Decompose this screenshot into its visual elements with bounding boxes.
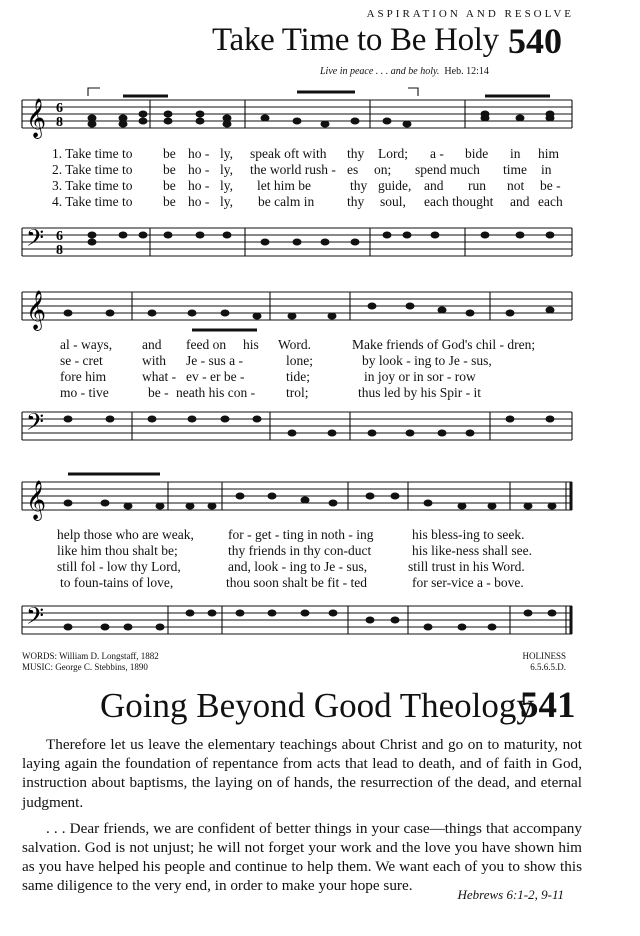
verse-3-line: still fol - low thy Lord, and, look - ing to Je - sus, still trust in his Word. — [57, 559, 525, 574]
reading-paragraph: Therefore let us leave the elementary teachings about Christ and go on to maturity, not laying again the foundation of repentance from acts that lead to death, and of faith in God, instruction about baptisms, the laying on of hands, the resurrection of the dead, and eternal judgment. — [22, 736, 582, 811]
reading-number: 541 — [520, 685, 576, 726]
hymn-number: 540 — [508, 21, 562, 61]
hymn-title: Take Time to Be Holy — [212, 22, 499, 58]
bass-staff-system-2 — [0, 398, 640, 450]
music-credit: MUSIC: George C. Stebbins, 1890 — [22, 662, 148, 672]
treble-clef-icon: 𝄞 — [26, 98, 47, 138]
reading-paragraph: . . . Dear friends, we are confident of better things in your case—things that accompany salvation. God is not unjust; he will not forget your work and the love you have shown him as you have helped his people and continue to help them. We want each of you to show this same diligence to the very end, in order to make your hope sure. — [22, 819, 582, 895]
tune-name: HOLINESS — [522, 651, 566, 661]
lyrics-system-1 — [0, 146, 640, 210]
reading-title: Going Beyond Good Theology — [100, 686, 534, 725]
svg-text:8: 8 — [56, 243, 63, 258]
verse-2-line: 2. Take time to be ho - ly, the world rush - es on; spend much time in — [52, 162, 552, 177]
epigraph — [320, 66, 489, 77]
svg-text:6: 6 — [56, 229, 63, 244]
verse-3-line: 3. Take time to be ho - ly, let him be thy guide, and run not be - — [52, 178, 561, 193]
verse-1-line: al - ways, and feed on his Word. Make friends of God's chil - dren; — [60, 337, 536, 352]
svg-text:𝄢: 𝄢 — [26, 408, 45, 441]
treble-staff-system-2 — [0, 278, 640, 340]
section-label: ASPIRATION AND RESOLVE — [366, 8, 574, 20]
verse-2-line: like him thou shalt be; thy friends in thy con-duct his like-ness shall see. — [57, 543, 532, 558]
verse-4-line: mo - tive be - neath his con - trol; thus led by his Spir - it — [60, 385, 482, 400]
svg-text:𝄞: 𝄞 — [26, 480, 47, 520]
svg-text:𝄢: 𝄢 — [26, 602, 45, 635]
epigraph-reference: Heb. 12:14 — [444, 66, 489, 77]
verse-1-line: 1. Take time to be ho - ly, speak oft with thy Lord; a - bide in him — [52, 146, 560, 161]
lyrics-system-3 — [0, 527, 640, 591]
verse-4-line: to foun-tains of love, thou soon shalt be fit - ted for ser-vice a - bove. — [60, 575, 524, 590]
treble-staff-system-3 — [0, 468, 640, 530]
bass-staff-system-3 — [0, 592, 640, 646]
meter: 6.5.6.5.D. — [530, 662, 566, 672]
verse-1-line: help those who are weak, for - get - ting in noth - ing his bless-ing to seek. — [57, 527, 525, 542]
verse-3-line: fore him what - ev - er be - tide; in joy or in sor - row — [60, 369, 476, 384]
treble-staff-system-1 — [0, 86, 640, 148]
svg-text:8: 8 — [56, 115, 63, 130]
words-credit: WORDS: William D. Longstaff, 1882 — [22, 651, 159, 661]
epigraph-text: Live in peace . . . and be holy. — [320, 66, 440, 77]
svg-text:6: 6 — [56, 101, 63, 116]
lyrics-system-2 — [0, 337, 640, 401]
bass-staff-system-1 — [0, 214, 640, 266]
reading-body — [22, 735, 582, 903]
verse-2-line: se - cret with Je - sus a - lone; by look - ing to Je - sus, — [60, 353, 492, 368]
bass-clef-icon: 𝄢 — [26, 224, 45, 257]
tune-meter — [522, 651, 566, 673]
svg-text:𝄞: 𝄞 — [26, 290, 47, 330]
verse-4-line: 4. Take time to be ho - ly, be calm in thy soul, each thought and each — [52, 194, 563, 209]
hymn-credits — [22, 651, 159, 673]
reading-citation: Hebrews 6:1-2, 9-11 — [457, 887, 564, 902]
